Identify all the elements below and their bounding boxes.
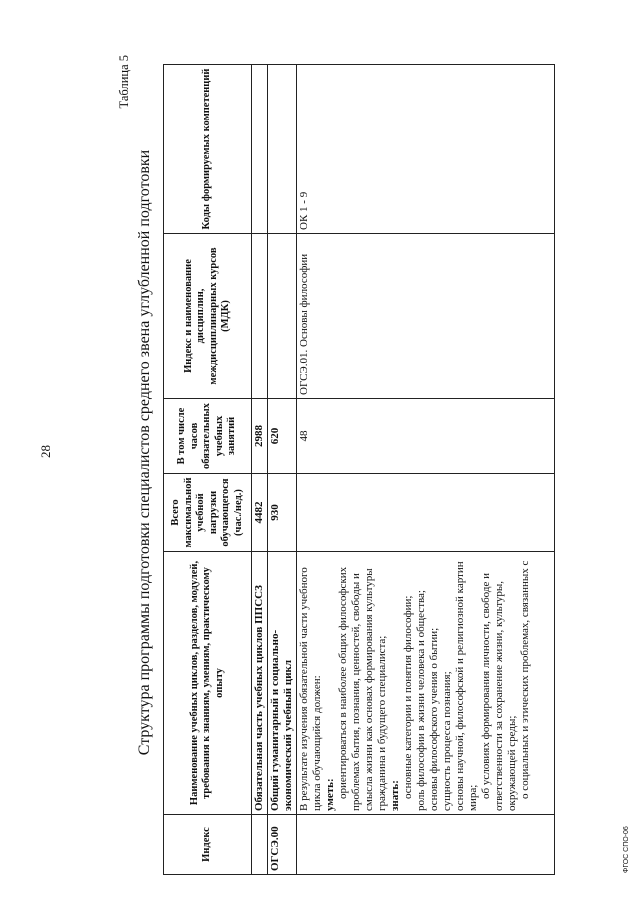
- total-name: Обязательная часть учебных циклов ППССЗ: [252, 552, 268, 815]
- table-row: [252, 65, 268, 875]
- header-mandatory: В том числе часов обязательных учебных занятий: [164, 399, 252, 474]
- znat-line: ответственности за сохранение жизни, культуры,: [493, 580, 505, 811]
- discipline-name: ОГСЭ.01. Основы философии: [297, 234, 555, 399]
- cycle-name: Общий гуманитарный и социально-экономический учебный цикл: [268, 552, 297, 815]
- umet-line: гражданина и будущего специалиста;: [376, 635, 388, 811]
- umet-label: уметь:: [324, 778, 336, 811]
- discipline-requirements: [297, 552, 555, 815]
- page-title: Структура программы подготовки специалистов среднего звена углубленной подготовки: [136, 149, 153, 756]
- total-mandatory: 2988: [252, 399, 268, 474]
- znat-line: основы философского учения о бытии;: [428, 627, 440, 811]
- header-index: Индекс: [164, 815, 252, 875]
- discipline-mandatory-hours: 48: [297, 399, 555, 474]
- znat-label: знать:: [389, 780, 401, 811]
- znat-line: основы научной, философской и религиозной картин: [454, 561, 466, 811]
- header-row: [164, 65, 252, 875]
- cycle-index: ОГСЭ.00: [268, 815, 297, 875]
- znat-line: об условиях формирования личности, свободе и: [480, 573, 492, 799]
- intro-line: цикла обучающийся должен:: [311, 675, 323, 811]
- znat-line: о социальных и этических проблемах, связанных с: [519, 560, 531, 799]
- program-structure-table: [163, 64, 555, 875]
- header-max-load: Всего максимальной учебной нагрузки обучающегося (час./нед.): [164, 474, 252, 552]
- znat-line: роль философии в жизни человека и общества;: [415, 590, 427, 811]
- znat-line: мира;: [467, 784, 479, 811]
- umet-line: ориентироваться в наиболее общих философских: [337, 566, 349, 799]
- header-discipline: Индекс и наименование дисциплин, междисциплинарных курсов (МДК): [164, 234, 252, 399]
- footer-mark: ФГОС СПО-06: [623, 826, 630, 873]
- znat-line: сущность процесса познания;: [441, 671, 453, 811]
- umet-line: проблемах бытия, познания, ценностей, свободы и: [350, 573, 362, 811]
- header-codes: Коды формируемых компетенций: [164, 65, 252, 234]
- intro-line: В результате изучения обязательной части учебного: [298, 567, 310, 811]
- umet-line: смысла жизни как основах формирования культуры: [363, 568, 375, 811]
- competency-codes: ОК 1 - 9: [297, 65, 555, 234]
- cycle-mandatory: 620: [268, 399, 297, 474]
- total-max-load: 4482: [252, 474, 268, 552]
- cycle-max-load: 930: [268, 474, 297, 552]
- page-number: 28: [38, 445, 53, 458]
- znat-line: основные категории и понятия философии;: [402, 595, 414, 799]
- znat-line: окружающей среды;: [506, 715, 518, 811]
- table-row: [297, 65, 555, 875]
- header-name: Наименование учебных циклов, разделов, модулей, требования к знаниям, умениям, практическому опыту: [164, 552, 252, 815]
- table-row: [268, 65, 297, 875]
- table-label: Таблица 5: [117, 55, 131, 109]
